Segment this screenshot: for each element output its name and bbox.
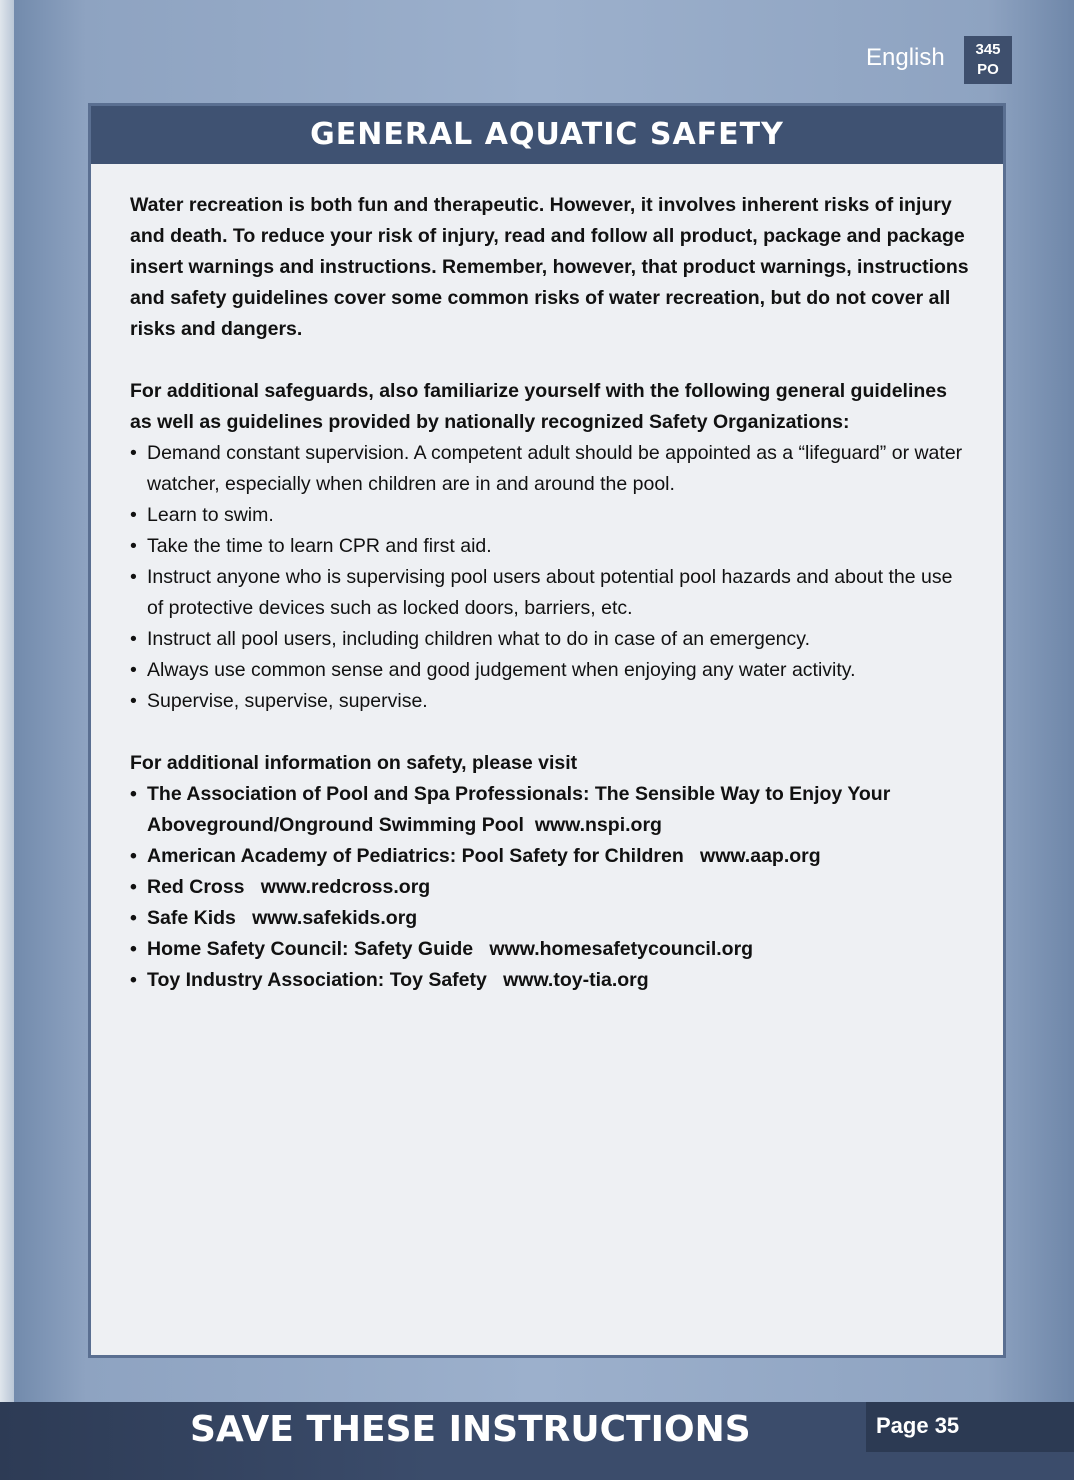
list-item: • Instruct all pool users, including children what to do in case of an emergency. <box>130 628 810 650</box>
list-item: • Toy Industry Association: Toy Safety www.toy-tia.org <box>130 969 649 991</box>
resource-name: Safe Kids <box>147 907 236 929</box>
resource-name: Red Cross <box>147 876 245 898</box>
resource-name: American Academy of Pediatrics: Pool Safety for Children <box>147 845 684 867</box>
panel-title: GENERAL AQUATIC SAFETY <box>91 106 1003 164</box>
guideline-text: Learn to swim. <box>147 504 274 526</box>
resource-link[interactable]: www.homesafetycouncil.org <box>489 938 754 960</box>
resources-list <box>130 779 970 996</box>
list-item: • The Association of Pool and Spa Professionals: The Sensible Way to Enjoy Your Aboveground/Onground Swimming Pool www.nspi.org <box>130 783 891 836</box>
guideline-text: Always use common sense and good judgement when enjoying any water activity. <box>147 659 856 681</box>
list-item: • Home Safety Council: Safety Guide www.homesafetycouncil.org <box>130 938 754 960</box>
guideline-text: Instruct anyone who is supervising pool users about potential pool hazards and about the use of protective devices such as locked doors, barriers, etc. <box>147 566 953 619</box>
resource-link[interactable]: www.toy-tia.org <box>503 969 649 991</box>
list-item: • Instruct anyone who is supervising pool users about potential pool hazards and about the use of protective devices such as locked doors, barriers, etc. <box>130 566 953 619</box>
footer-title: SAVE THESE INSTRUCTIONS <box>190 1409 751 1450</box>
list-item: • Supervise, supervise, supervise. <box>130 690 428 712</box>
resource-link[interactable]: www.nspi.org <box>534 814 662 836</box>
resource-link[interactable]: www.redcross.org <box>260 876 431 898</box>
safety-panel <box>88 103 1006 1358</box>
guideline-text: Supervise, supervise, supervise. <box>147 690 428 712</box>
guidelines-list <box>130 438 970 717</box>
guideline-text: Demand constant supervision. A competent adult should be appointed as a “lifeguard” or water watcher, especially when children are in and around the pool. <box>147 442 963 495</box>
list-item: • Learn to swim. <box>130 504 274 526</box>
resource-link[interactable]: www.aap.org <box>700 845 821 867</box>
list-item: • Take the time to learn CPR and first aid. <box>130 535 492 557</box>
list-item: • Red Cross www.redcross.org <box>130 876 431 898</box>
page-code-badge <box>964 36 1012 84</box>
page-code-number: 345 <box>975 41 1001 58</box>
guideline-text: Instruct all pool users, including children what to do in case of an emergency. <box>147 628 810 650</box>
guideline-text: Take the time to learn CPR and first aid. <box>147 535 492 557</box>
panel-content <box>130 190 970 996</box>
page-edge <box>0 0 14 1480</box>
list-item: • Always use common sense and good judgement when enjoying any water activity. <box>130 659 856 681</box>
resource-name: The Association of Pool and Spa Professionals: The Sensible Way to Enjoy Your Aboveground/Onground Swimming Pool <box>147 783 891 836</box>
list-item: • Demand constant supervision. A competent adult should be appointed as a “lifeguard” or water watcher, especially when children are in and around the pool. <box>130 442 963 495</box>
resources-intro: For additional information on safety, please visit <box>130 752 578 774</box>
intro-paragraph: Water recreation is both fun and therapeutic. However, it involves inherent risks of injury and death. To reduce your risk of injury, read and follow all product, package and package insert warnings and instructions. Remember, however, that product warnings, instructions and safety guidelines cover some common risks of water recreation, but do not cover all risks and dangers. <box>130 194 969 340</box>
list-item: • American Academy of Pediatrics: Pool Safety for Children www.aap.org <box>130 845 821 867</box>
language-label: English <box>866 44 945 71</box>
resource-name: Toy Industry Association: Toy Safety <box>147 969 487 991</box>
resource-link[interactable]: www.safekids.org <box>252 907 418 929</box>
page-number: Page 35 <box>866 1402 1074 1452</box>
list-item: • Safe Kids www.safekids.org <box>130 907 418 929</box>
resource-name: Home Safety Council: Safety Guide <box>147 938 474 960</box>
guidelines-intro: For additional safeguards, also familiarize yourself with the following general guidelines as well as guidelines provided by nationally recognized Safety Organizations: <box>130 380 947 433</box>
page-code-letters: PO <box>977 61 999 78</box>
